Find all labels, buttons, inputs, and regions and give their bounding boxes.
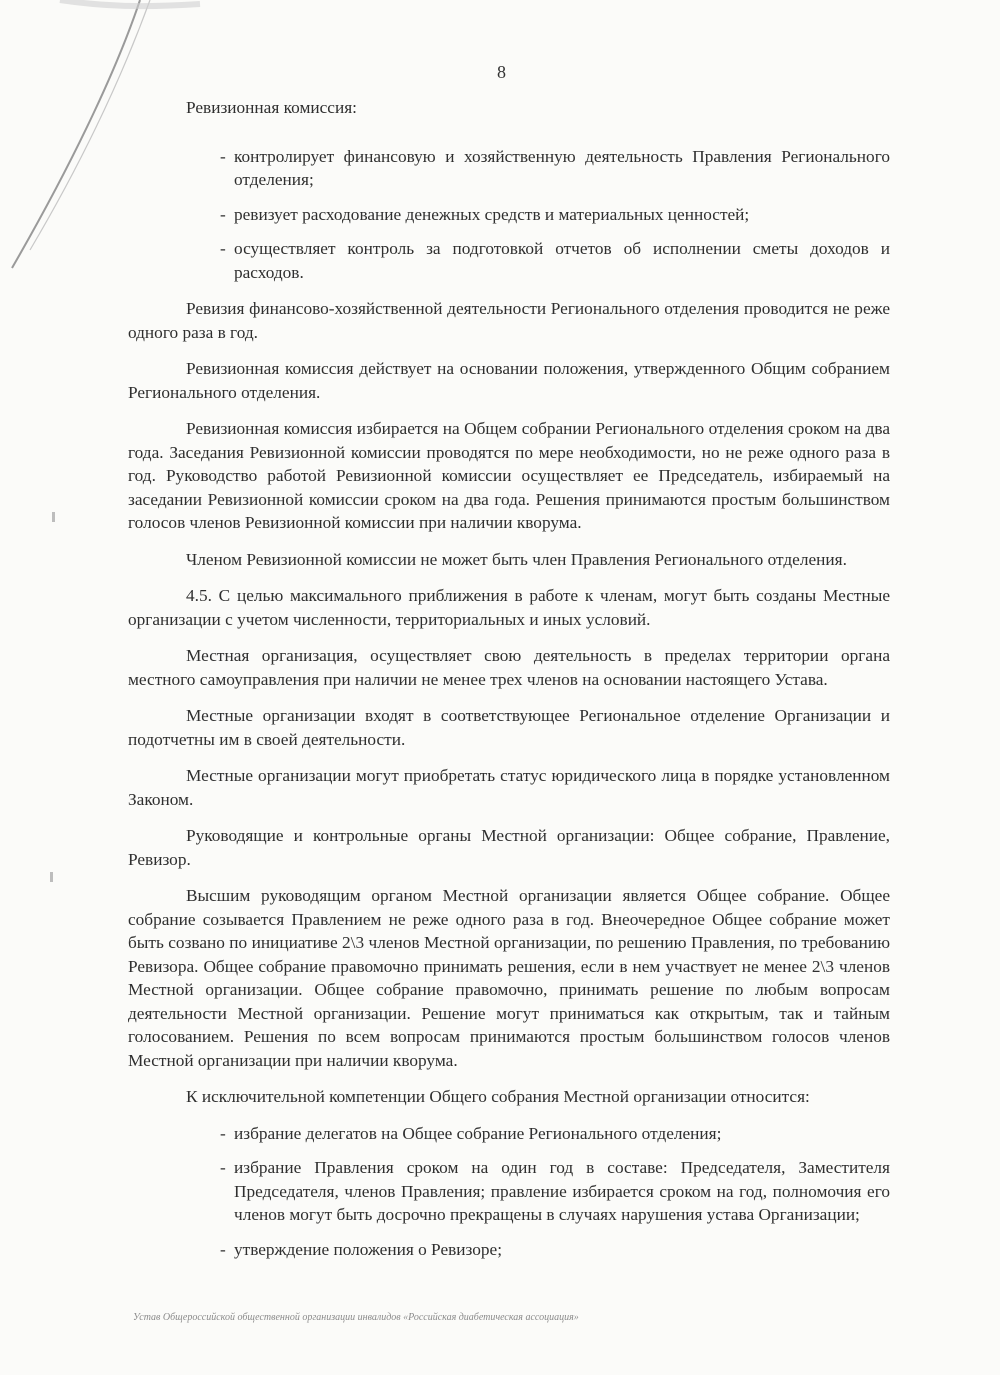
list-item-text: ревизует расходование денежных средств и материальных ценностей; [234, 204, 750, 224]
block-spacer [128, 284, 890, 297]
list-item [220, 1156, 890, 1227]
list-item [220, 145, 890, 192]
document-footer: Устав Общероссийской общественной организации инвалидов «Российская диабетическая ассоциация» [133, 1312, 579, 1323]
paragraph: Руководящие и контрольные органы Местной организации: Общее собрание, Правление, Ревизор. [128, 826, 890, 869]
block-spacer [128, 1072, 890, 1085]
document-body [128, 96, 890, 1261]
list-item-text: избрание делегатов на Общее собрание Регионального отделения; [234, 1123, 722, 1143]
block-spacer [128, 631, 890, 644]
dash-bullet: - [220, 204, 226, 224]
list-item [220, 1238, 890, 1262]
paragraph: 4.5. С целью максимального приближения в работе к членам, могут быть созданы Местные организации с учетом численности, территориальных и иных условий. [128, 586, 890, 629]
paragraph: Ревизия финансово-хозяйственной деятельности Регионального отделения проводится не реже одного раза в год. [128, 299, 890, 342]
block-spacer [128, 344, 890, 357]
list-item-text: избрание Правления сроком на один год в составе: Председателя, Заместителя Председателя, членов Правления; правление избирается сроком на год, полномочия его членов могут быть досрочно прекращены в случаях нарушения устава Организации; [234, 1158, 890, 1224]
paragraph: Местные организации могут приобретать статус юридического лица в порядке установленном Законом. [128, 766, 890, 809]
block-spacer [128, 226, 890, 237]
paragraph: Членом Ревизионной комиссии не может быть член Правления Регионального отделения. [186, 549, 847, 569]
paragraph: Высшим руководящим органом Местной организации является Общее собрание. Общее собрание созывается Правлением не реже одного раза в год. Внеочередное Общее собрание может быть созвано по инициативе 2\3 членов Местной организации, по решению Правления, по требованию Ревизора. Общее собрание правомочно принимать решения, если в нем участвует не менее 2\3 членов Местной организации. Общее собрание правомочно, принимать решение по любым вопросам деятельности Местной организации. Решение могут приниматься как открытым, так и тайным голосованием. Решения по всем вопросам принимаются простым большинством голосов членов Местной организации при наличии кворума. [128, 886, 890, 1070]
list-item-text: контролирует финансовую и хозяйственную деятельность Правления Регионального отделения; [234, 146, 890, 189]
list-item [220, 203, 890, 227]
block-spacer [128, 751, 890, 764]
dash-bullet: - [220, 1158, 226, 1177]
block-spacer [128, 535, 890, 548]
list-item-text: осуществляет контроль за подготовкой отчетов об исполнении сметы доходов и расходов. [234, 239, 890, 282]
paragraph: К исключительной компетенции Общего собрания Местной организации относится: [186, 1087, 810, 1106]
scan-speck [50, 872, 53, 882]
block-spacer [128, 691, 890, 704]
block-spacer [128, 571, 890, 584]
block-spacer [128, 132, 890, 145]
section-heading: Ревизионная комиссия: [186, 98, 357, 117]
list-item-text: утверждение положения о Ревизоре; [234, 1239, 502, 1259]
block-spacer [128, 1227, 890, 1238]
dash-bullet: - [220, 1123, 226, 1143]
list-item [220, 1122, 890, 1146]
block-spacer [128, 811, 890, 824]
paragraph: Ревизионная комиссия действует на основании положения, утвержденного Общим собранием Регионального отделения. [128, 359, 890, 402]
dash-bullet: - [220, 239, 226, 258]
paragraph: Ревизионная комиссия избирается на Общем собрании Регионального отделения сроком на два года. Заседания Ревизионной комиссии проводятся по мере необходимости, но не реже одного раза в год. Руководство работой Ревизионной комиссии осуществляет ее Председатель, избираемый на заседании Ревизионной комиссии сроком на два года. Решения принимаются простым большинством голосов членов Ревизионной комиссии при наличии кворума. [128, 419, 890, 532]
block-spacer [128, 871, 890, 884]
dash-bullet: - [220, 146, 226, 166]
block-spacer [128, 192, 890, 203]
dash-bullet: - [220, 1239, 226, 1259]
block-spacer [128, 1109, 890, 1122]
paragraph: Местные организации входят в соответствующее Региональное отделение Организации и подотчетны им в своей деятельности. [128, 706, 890, 749]
paragraph: Местная организация, осуществляет свою деятельность в пределах территории органа местного самоуправления при наличии не менее трех членов на основании настоящего Устава. [128, 646, 890, 689]
page-number: 8 [497, 62, 506, 82]
block-spacer [128, 1145, 890, 1156]
list-item [220, 237, 890, 284]
scan-speck [52, 512, 55, 522]
block-spacer [128, 404, 890, 417]
